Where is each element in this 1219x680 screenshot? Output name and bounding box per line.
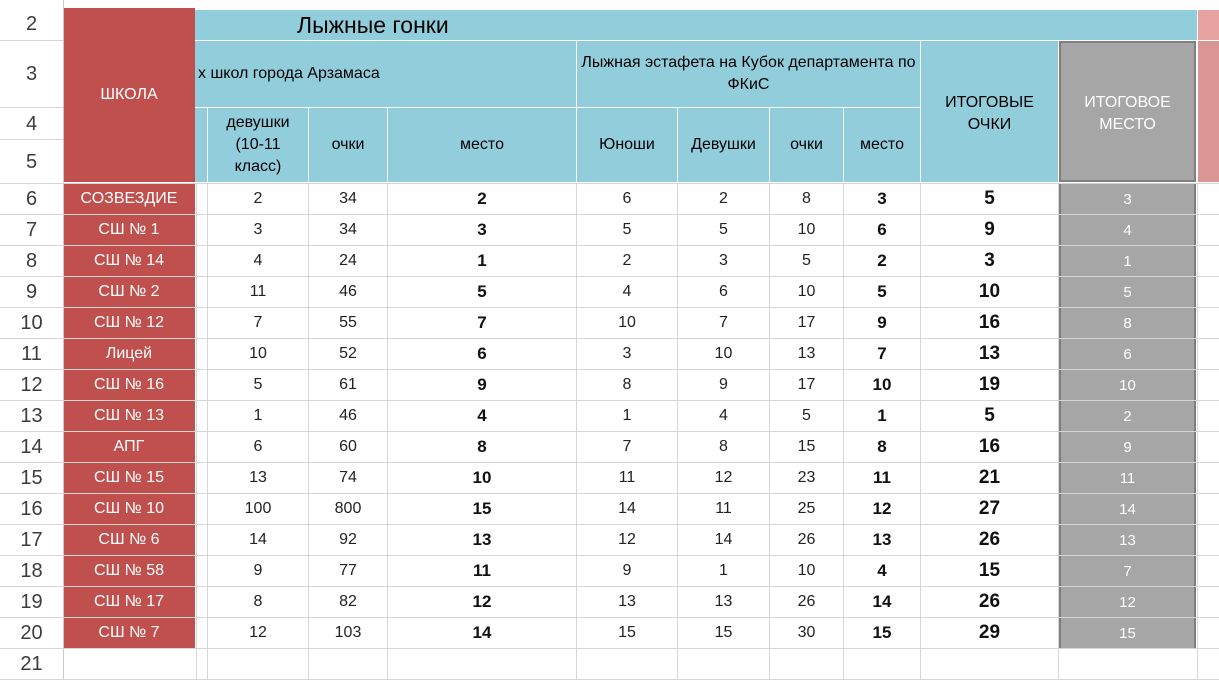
sheet-title: Лыжные гонки <box>297 11 449 38</box>
boys-cell[interactable]: 3 <box>622 345 632 362</box>
points-cell[interactable]: 82 <box>339 593 357 610</box>
total-points-label: ИТОГОВЫЕ ОЧКИ <box>945 93 1034 133</box>
gap-cell[interactable] <box>196 432 207 462</box>
place-cell[interactable]: 9 <box>477 375 487 394</box>
grid-line <box>0 214 1219 215</box>
final-place-cell[interactable]: 12 <box>1059 587 1196 617</box>
row-number[interactable]: 9 <box>0 277 63 308</box>
grid-line <box>0 617 1219 618</box>
row-number[interactable]: 8 <box>0 246 63 277</box>
girls-1011-cell[interactable]: 13 <box>249 469 267 486</box>
place2-header[interactable] <box>844 108 920 182</box>
girls-1011-cell[interactable]: 1 <box>253 407 263 424</box>
place-cell[interactable]: 7 <box>477 313 487 332</box>
final-place-cell[interactable]: 8 <box>1059 308 1196 338</box>
school-header-label: ШКОЛА <box>100 86 158 103</box>
grid-line <box>0 245 1219 246</box>
grid-line <box>207 184 208 680</box>
girls-cell[interactable]: 13 <box>714 593 733 610</box>
points2-cell[interactable]: 15 <box>797 438 816 455</box>
girls-1011-cell[interactable]: 7 <box>253 314 263 331</box>
group1-label: х школ города Арзамаса <box>198 65 380 82</box>
final-place-cell[interactable]: 14 <box>1059 494 1196 524</box>
girls-cell[interactable]: 8 <box>719 438 728 455</box>
place2-cell[interactable]: 3 <box>877 189 887 208</box>
school-cell[interactable]: СШ № 17 <box>63 587 195 617</box>
points2-cell[interactable]: 5 <box>802 407 811 424</box>
points-cell[interactable]: 92 <box>339 531 357 548</box>
place2-cell[interactable]: 8 <box>877 437 887 456</box>
points2-cell[interactable]: 25 <box>797 500 816 517</box>
boys-cell[interactable]: 13 <box>618 593 636 610</box>
girls-1011-cell[interactable]: 10 <box>249 345 267 362</box>
boys-cell[interactable]: 7 <box>622 438 632 455</box>
total-points-cell[interactable]: 15 <box>978 560 1001 581</box>
final-place-cell[interactable]: 11 <box>1059 463 1196 493</box>
final-place-cell[interactable]: 3 <box>1059 184 1196 214</box>
row-number[interactable]: 3 <box>0 41 63 108</box>
points2-cell[interactable]: 13 <box>797 345 816 362</box>
grid-line <box>0 276 1219 277</box>
row-number[interactable]: 16 <box>0 494 63 525</box>
final-place-cell[interactable]: 7 <box>1059 556 1196 586</box>
girls-1011-cell[interactable]: 2 <box>253 190 263 207</box>
gap-cell[interactable] <box>196 308 207 338</box>
grid-line <box>0 493 1219 494</box>
total-points-cell[interactable]: 9 <box>984 219 995 240</box>
grid-line <box>920 184 921 680</box>
points2-cell[interactable]: 17 <box>797 314 816 331</box>
row-number[interactable]: 19 <box>0 587 63 618</box>
boys-cell[interactable]: 14 <box>618 500 636 517</box>
girls-1011-cell[interactable]: 9 <box>253 562 263 579</box>
total-points-cell[interactable]: 16 <box>978 312 1001 333</box>
grid-line <box>0 183 1219 184</box>
points-cell[interactable]: 74 <box>339 469 357 486</box>
place2-cell[interactable]: 7 <box>877 344 887 363</box>
grid-line <box>0 107 63 108</box>
grid-line <box>0 524 1219 525</box>
place2-cell[interactable]: 13 <box>872 530 892 549</box>
girls-cell[interactable]: 6 <box>719 283 728 300</box>
total-points-cell[interactable]: 19 <box>978 374 1001 395</box>
place-cell[interactable]: 11 <box>473 561 491 580</box>
group2-header[interactable] <box>577 41 920 107</box>
grid-line <box>843 184 844 680</box>
boys-cell[interactable]: 12 <box>618 531 636 548</box>
grid-line <box>0 462 1219 463</box>
grid-line <box>677 184 678 680</box>
final-place-cell[interactable]: 15 <box>1059 618 1196 648</box>
grid-line <box>0 555 1219 556</box>
grid-line <box>576 184 577 680</box>
grid-line <box>0 307 1219 308</box>
grid-line <box>0 338 1219 339</box>
girls-header[interactable] <box>678 108 769 182</box>
total-points-cell[interactable]: 5 <box>984 405 995 426</box>
place-cell[interactable]: 8 <box>477 437 487 456</box>
row-number[interactable]: 21 <box>0 649 63 680</box>
points2-cell[interactable]: 5 <box>802 252 811 269</box>
girls-1011-cell[interactable]: 6 <box>253 438 263 455</box>
gap-cell[interactable] <box>196 184 207 214</box>
place2-cell[interactable]: 9 <box>877 313 887 332</box>
gap-cell[interactable] <box>196 277 207 307</box>
total-points-cell[interactable]: 27 <box>978 498 1001 519</box>
school-cell[interactable]: СШ № 58 <box>63 556 195 586</box>
points2-cell[interactable]: 10 <box>797 562 816 579</box>
place-cell[interactable]: 13 <box>472 530 492 549</box>
school-cell[interactable]: СШ № 13 <box>63 401 195 431</box>
gap-cell[interactable] <box>196 246 207 276</box>
grid-line <box>196 184 197 680</box>
girls-1011-cell[interactable]: 11 <box>249 283 267 300</box>
points-cell[interactable]: 46 <box>339 283 357 300</box>
school-cell[interactable]: СШ № 2 <box>63 277 195 307</box>
place-cell[interactable]: 15 <box>472 499 492 518</box>
points-cell[interactable]: 46 <box>339 407 357 424</box>
girls-1011-cell[interactable]: 8 <box>253 593 263 610</box>
total-points-cell[interactable]: 26 <box>978 591 1001 612</box>
total-points-cell[interactable]: 16 <box>978 436 1001 457</box>
row-number[interactable]: 11 <box>0 339 63 370</box>
place-label: место <box>460 136 504 153</box>
points-cell[interactable]: 55 <box>339 314 357 331</box>
place-cell[interactable]: 14 <box>472 623 492 642</box>
points-cell[interactable]: 61 <box>339 376 357 393</box>
row-gutter-divider <box>63 0 64 680</box>
school-cell[interactable]: СШ № 14 <box>63 246 195 276</box>
row-number[interactable]: 18 <box>0 556 63 587</box>
gap-cell[interactable] <box>196 370 207 400</box>
points-cell[interactable]: 60 <box>339 438 357 455</box>
girls-cell[interactable]: 15 <box>714 624 733 641</box>
total-points-cell[interactable]: 3 <box>984 250 995 271</box>
boys-cell[interactable]: 2 <box>622 252 632 269</box>
place2-cell[interactable]: 2 <box>877 251 887 270</box>
girls-cell[interactable]: 11 <box>715 500 732 517</box>
points-cell[interactable]: 34 <box>339 221 357 238</box>
points-cell[interactable]: 24 <box>339 252 357 269</box>
row-number[interactable]: 2 <box>0 8 63 41</box>
girls-1011-cell[interactable]: 4 <box>253 252 263 269</box>
place2-cell[interactable]: 10 <box>872 375 892 394</box>
school-header[interactable] <box>63 8 195 182</box>
title-cell[interactable] <box>195 10 1197 40</box>
gap-cell[interactable] <box>196 587 207 617</box>
place-cell[interactable]: 5 <box>477 282 487 301</box>
subheader-gap <box>195 108 207 182</box>
place2-label: место <box>860 136 904 153</box>
girls-cell[interactable]: 10 <box>714 345 733 362</box>
place2-cell[interactable]: 15 <box>872 623 892 642</box>
points2-cell[interactable]: 23 <box>797 469 816 486</box>
place-cell[interactable]: 3 <box>477 220 487 239</box>
points-cell[interactable]: 103 <box>334 624 362 641</box>
total-points-cell[interactable]: 29 <box>978 622 1001 643</box>
girls-1011-label: девушки (10-11 класс) <box>226 114 290 175</box>
school-cell[interactable]: СОЗВЕЗДИЕ <box>63 184 195 214</box>
total-points-cell[interactable]: 21 <box>978 467 1001 488</box>
row-number[interactable]: 14 <box>0 432 63 463</box>
row-number[interactable]: 5 <box>0 140 63 184</box>
school-cell[interactable]: СШ № 12 <box>63 308 195 338</box>
grid-line <box>0 139 63 140</box>
row-number[interactable]: 12 <box>0 370 63 401</box>
girls-1011-header[interactable] <box>208 108 308 182</box>
row-number[interactable]: 13 <box>0 401 63 432</box>
school-cell[interactable]: СШ № 10 <box>63 494 195 524</box>
school-cell[interactable]: АПГ <box>63 432 195 462</box>
points-cell[interactable]: 34 <box>339 190 357 207</box>
girls-label: Девушки <box>691 136 756 153</box>
gap-cell[interactable] <box>196 463 207 493</box>
grid-line <box>0 400 1219 401</box>
school-cell[interactable]: СШ № 16 <box>63 370 195 400</box>
next-column-header[interactable] <box>1198 41 1219 182</box>
gap-cell[interactable] <box>196 556 207 586</box>
row-number[interactable]: 20 <box>0 618 63 649</box>
gap-cell[interactable] <box>196 618 207 648</box>
grid-line <box>308 184 309 680</box>
row-number[interactable]: 4 <box>0 108 63 140</box>
next-column-top <box>1198 10 1219 40</box>
grid-line <box>0 586 1219 587</box>
points-label: очки <box>331 136 365 153</box>
points2-cell[interactable]: 10 <box>797 283 816 300</box>
boys-label: Юноши <box>599 136 655 153</box>
boys-cell[interactable]: 4 <box>622 283 632 300</box>
school-cell[interactable]: СШ № 1 <box>63 215 195 245</box>
grid-line <box>769 184 770 680</box>
total-points-cell[interactable]: 10 <box>978 281 1001 302</box>
place2-cell[interactable]: 11 <box>873 468 891 487</box>
points2-cell[interactable]: 8 <box>802 190 811 207</box>
final-place-cell[interactable]: 2 <box>1059 401 1196 431</box>
points2-cell[interactable]: 26 <box>797 593 816 610</box>
girls-cell[interactable]: 1 <box>719 562 728 579</box>
girls-cell[interactable]: 5 <box>719 221 728 238</box>
boys-header[interactable] <box>577 108 677 182</box>
group1-header[interactable] <box>195 41 576 107</box>
final-place-cell[interactable]: 5 <box>1059 277 1196 307</box>
school-cell[interactable]: СШ № 7 <box>63 618 195 648</box>
girls-1011-cell[interactable]: 14 <box>249 531 267 548</box>
place-cell[interactable]: 2 <box>477 189 487 208</box>
final-place-cell[interactable]: 10 <box>1059 370 1196 400</box>
total-points-cell[interactable]: 13 <box>978 343 1001 364</box>
school-cell[interactable]: СШ № 15 <box>63 463 195 493</box>
place-cell[interactable]: 1 <box>477 251 487 270</box>
total-points-header[interactable] <box>921 41 1058 182</box>
points2-cell[interactable]: 30 <box>797 624 816 641</box>
place2-cell[interactable]: 6 <box>877 220 887 239</box>
school-cell[interactable]: СШ № 6 <box>63 525 195 555</box>
row-number[interactable]: 6 <box>0 184 63 215</box>
final-place-header[interactable] <box>1059 41 1196 182</box>
grid-line <box>387 184 388 680</box>
girls-cell[interactable]: 2 <box>719 190 728 207</box>
girls-1011-cell[interactable]: 3 <box>253 221 263 238</box>
points2-cell[interactable]: 17 <box>797 376 816 393</box>
row-number[interactable]: 7 <box>0 215 63 246</box>
points-cell[interactable]: 800 <box>334 500 362 517</box>
girls-1011-cell[interactable]: 12 <box>249 624 267 641</box>
boys-cell[interactable]: 11 <box>618 469 636 486</box>
place-cell[interactable]: 6 <box>477 344 487 363</box>
boys-cell[interactable]: 10 <box>618 314 636 331</box>
place-cell[interactable]: 10 <box>472 468 492 487</box>
place2-cell[interactable]: 4 <box>877 561 887 580</box>
place-cell[interactable]: 4 <box>477 406 487 425</box>
girls-1011-cell[interactable]: 100 <box>244 500 272 517</box>
girls-cell[interactable]: 9 <box>719 376 728 393</box>
total-points-cell[interactable]: 26 <box>978 529 1001 550</box>
final-place-cell[interactable]: 4 <box>1059 215 1196 245</box>
row-number[interactable]: 17 <box>0 525 63 556</box>
boys-cell[interactable]: 15 <box>618 624 636 641</box>
boys-cell[interactable]: 8 <box>622 376 632 393</box>
gap-cell[interactable] <box>196 401 207 431</box>
points2-cell[interactable]: 26 <box>797 531 816 548</box>
place2-cell[interactable]: 14 <box>872 592 892 611</box>
gap-cell[interactable] <box>196 525 207 555</box>
boys-cell[interactable]: 5 <box>622 221 632 238</box>
final-place-cell[interactable]: 9 <box>1059 432 1196 462</box>
gap-cell[interactable] <box>196 339 207 369</box>
boys-cell[interactable]: 1 <box>622 407 632 424</box>
place2-cell[interactable]: 1 <box>877 406 887 425</box>
points2-label: очки <box>790 136 823 153</box>
boys-cell[interactable]: 9 <box>622 562 632 579</box>
grid-line <box>0 40 63 41</box>
school-cell[interactable]: Лицей <box>63 339 195 369</box>
girls-cell[interactable]: 4 <box>719 407 728 424</box>
place2-cell[interactable]: 5 <box>877 282 887 301</box>
grid-line <box>1197 184 1198 680</box>
gap-cell[interactable] <box>196 215 207 245</box>
points-cell[interactable]: 52 <box>339 345 357 362</box>
girls-1011-cell[interactable]: 5 <box>253 376 263 393</box>
girls-cell[interactable]: 12 <box>714 469 733 486</box>
group2-label: Лыжная эстафета на Кубок департамента по ФКиС <box>581 54 916 93</box>
place-header[interactable] <box>388 108 576 182</box>
place2-cell[interactable]: 12 <box>872 499 892 518</box>
boys-cell[interactable]: 6 <box>622 190 632 207</box>
total-points-cell[interactable]: 5 <box>984 188 995 209</box>
grid-line <box>1058 184 1059 680</box>
place-cell[interactable]: 12 <box>472 592 492 611</box>
grid-line <box>0 369 1219 370</box>
final-place-cell[interactable]: 1 <box>1059 246 1196 276</box>
grid-line <box>0 431 1219 432</box>
final-place-cell[interactable]: 13 <box>1059 525 1196 555</box>
gap-cell[interactable] <box>196 494 207 524</box>
points-header[interactable] <box>309 108 387 182</box>
girls-cell[interactable]: 3 <box>719 252 728 269</box>
girls-cell[interactable]: 7 <box>719 314 728 331</box>
grid-line <box>0 648 1219 649</box>
row-number[interactable]: 15 <box>0 463 63 494</box>
girls-cell[interactable]: 14 <box>714 531 733 548</box>
points2-header[interactable] <box>770 108 843 182</box>
points2-cell[interactable]: 10 <box>797 221 816 238</box>
final-place-label: ИТОГОВОЕ МЕСТО <box>1084 93 1171 133</box>
row-number[interactable]: 10 <box>0 308 63 339</box>
grid-line <box>0 183 63 184</box>
points-cell[interactable]: 77 <box>339 562 357 579</box>
final-place-cell[interactable]: 6 <box>1059 339 1196 369</box>
